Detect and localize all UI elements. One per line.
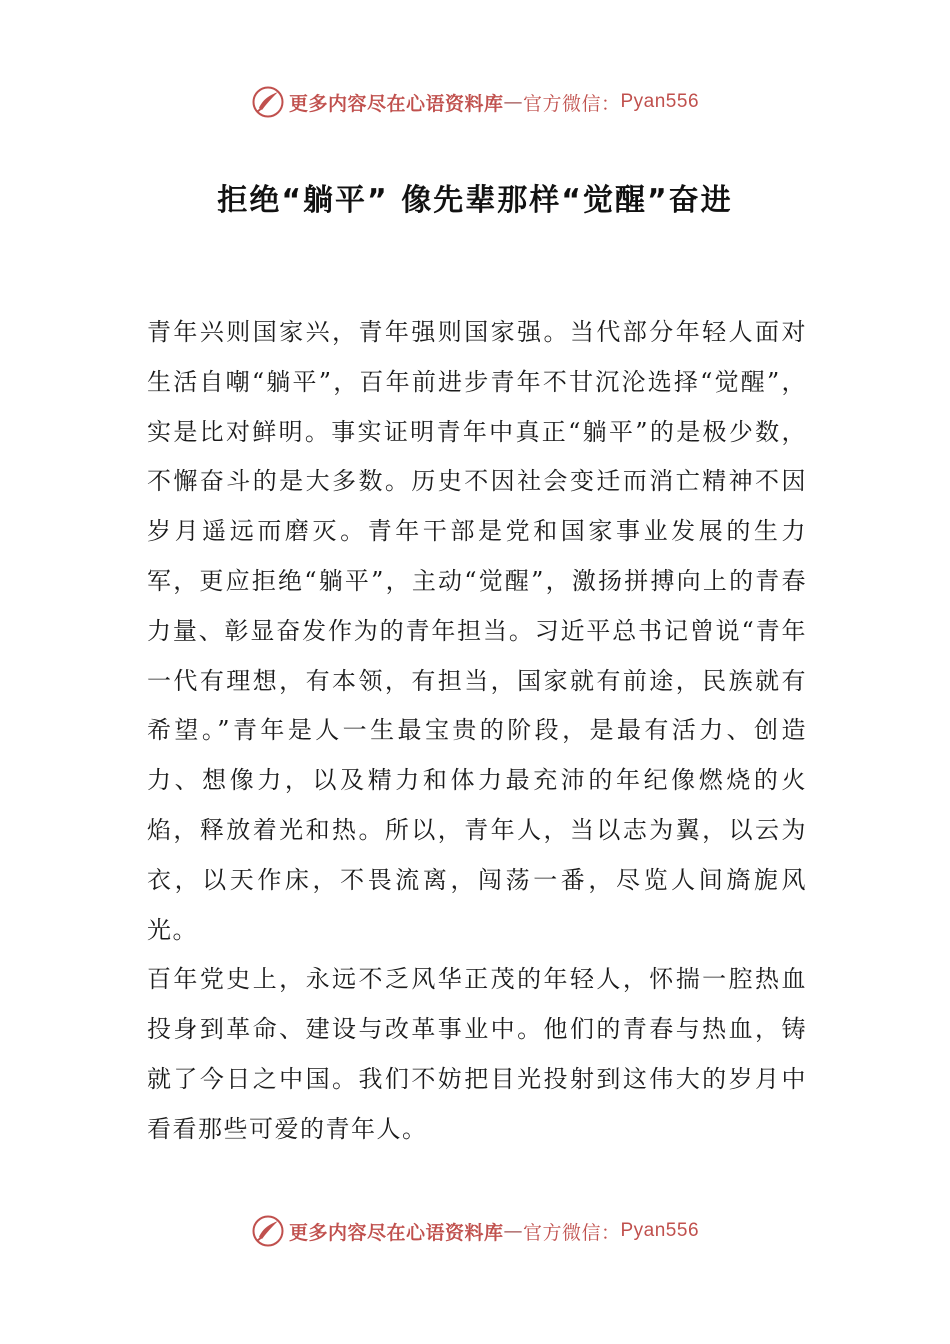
page-title: 拒绝“躺平” 像先辈那样“觉醒”奋进 <box>217 183 733 218</box>
banner-separator: — <box>503 91 523 113</box>
banner-separator: — <box>503 1220 523 1242</box>
banner-brand-text: 更多内容尽在心语资料库 <box>288 92 504 115</box>
paragraph-2: 百年党史上，永远不乏风华正茂的年轻人，怀揣一腔热血投身到革命、建设与改革事业中。他们的青春与热血，铸就了今日之中国。我们不妨把目光投射到这伟大的岁月中看看那些可爱的青年人。 <box>147 965 807 1143</box>
banner-wechat-id: Pyan556 <box>620 91 700 112</box>
header-banner <box>0 82 950 122</box>
banner-brand-text: 更多内容尽在心语资料库 <box>288 1221 504 1244</box>
pen-logo-icon <box>251 1214 285 1248</box>
banner-wechat-label: 官方微信： <box>522 1221 621 1244</box>
footer-banner <box>0 1211 950 1251</box>
banner-wechat-label: 官方微信： <box>522 92 621 115</box>
paragraph-1: 青年兴则国家兴，青年强则国家强。当代部分年轻人面对生活自嘲“躺平”，百年前进步青年不甘沉沦选择“觉醒”，实是比对鲜明。事实证明青年中真正“躺平”的是极少数，不懈奋斗的是大多数。历史不因社会变迁而消亡精神不因岁月遥远而磨灭。青年干部是党和国家事业发展的生力军，更应拒绝“躺平”，主动“觉醒”，激扬拼搏向上的青春力量、彰显奋发作为的青年担当。习近平总书记曾说“青年一代有理想，有本领，有担当，国家就有前途，民族就有希望。”青年是人一生最宝贵的阶段，是最有活力、创造力、想像力，以及精力和体力最充沛的年纪像燃烧的火焰，释放着光和热。所以，青年人，当以志为翼，以云为衣，以天作床，不畏流离，闯荡一番，尽览人间旖旎风光。 <box>147 318 807 944</box>
article-body <box>147 308 807 1155</box>
banner-wechat-id: Pyan556 <box>620 1220 700 1241</box>
pen-logo-icon <box>251 85 285 119</box>
